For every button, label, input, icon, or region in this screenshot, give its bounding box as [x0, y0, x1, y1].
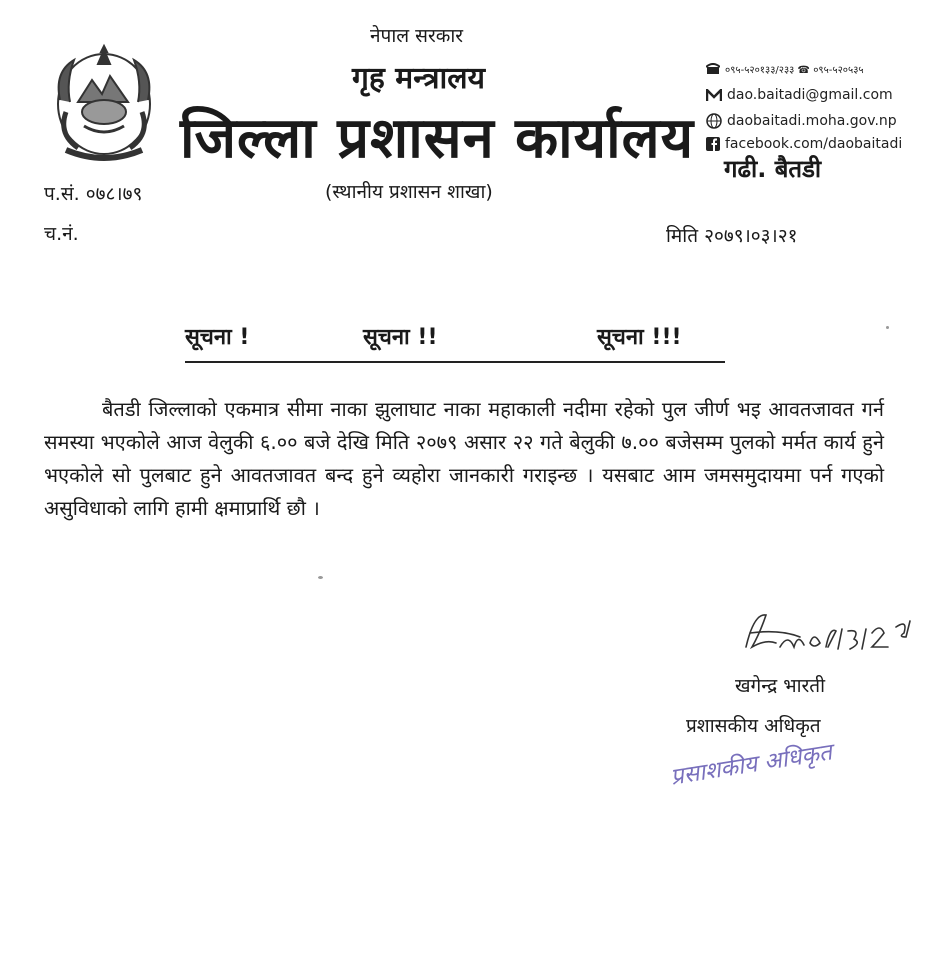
government-name: नेपाल सरकार: [370, 25, 464, 47]
phone-text: ०९५-५२०१३३/२३३ ☎ ०९५-५२०५३५: [725, 65, 864, 76]
office-title: जिल्ला प्रशासन कार्यालय: [180, 106, 695, 171]
letter-date: मिति २०७९।०३।२१: [666, 225, 798, 247]
reference-number: प.सं. ०७८।७९: [44, 183, 143, 205]
facebook-text: facebook.com/daobaitadi: [725, 136, 903, 152]
notice-body: बैतडी जिल्लाको एकमात्र सीमा नाका झुलाघाट नाका महाकाली नदीमा रहेको पुल जीर्ण भइ आवतजावत गर्न समस्या भएकोले आज वेलुकी ६.०० बजे देखि मिति २०७९ असार २२ गते बेलुकी ७.०० बजेसम्म पुलको मर्मत कार्य हुने भएकोले सो पुलबाट हुने आवतजावत बन्द हुने व्यहोरा जानकारी गराइन्छ । यसबाट आम जमसमुदायमा पर्न गएको असुविधाको लागि हामी क्षमाप्रार्थि छौ ।: [44, 397, 884, 520]
branch-name: (स्थानीय प्रशासन शाखा): [325, 181, 493, 203]
facebook-icon: [706, 137, 720, 151]
official-stamp: [668, 735, 834, 792]
nepal-emblem-logo: [44, 42, 164, 167]
notice-label-3: सूचना !!!: [597, 325, 682, 350]
office-location: गढी. बैतडी: [724, 155, 822, 183]
notice-label-1: सूचना !: [185, 325, 250, 350]
mail-icon: [706, 89, 722, 102]
phone-icon: [706, 63, 720, 75]
notice-label-2: सूचना !!: [363, 325, 438, 350]
contact-website: [706, 113, 897, 129]
website-text: daobaitadi.moha.gov.np: [727, 113, 897, 129]
stamp-text: प्रसाशकीय अधिकृत: [668, 739, 834, 791]
dispatch-number: च.नं.: [44, 223, 79, 245]
contact-phone: [706, 62, 864, 76]
contact-email: [706, 87, 893, 103]
scan-speck: [886, 326, 889, 329]
contact-facebook: [706, 136, 902, 152]
signatory-title: प्रशासकीय अधिकृत: [686, 715, 821, 737]
handwritten-signature: [740, 603, 925, 663]
scan-speck: [318, 576, 323, 579]
globe-icon: [706, 113, 722, 129]
signatory-name: खगेन्द्र भारती: [735, 675, 826, 697]
notice-heading: [185, 321, 725, 363]
ministry-name: गृह मन्त्रालय: [352, 61, 486, 96]
email-text: dao.baitadi@gmail.com: [727, 87, 893, 103]
